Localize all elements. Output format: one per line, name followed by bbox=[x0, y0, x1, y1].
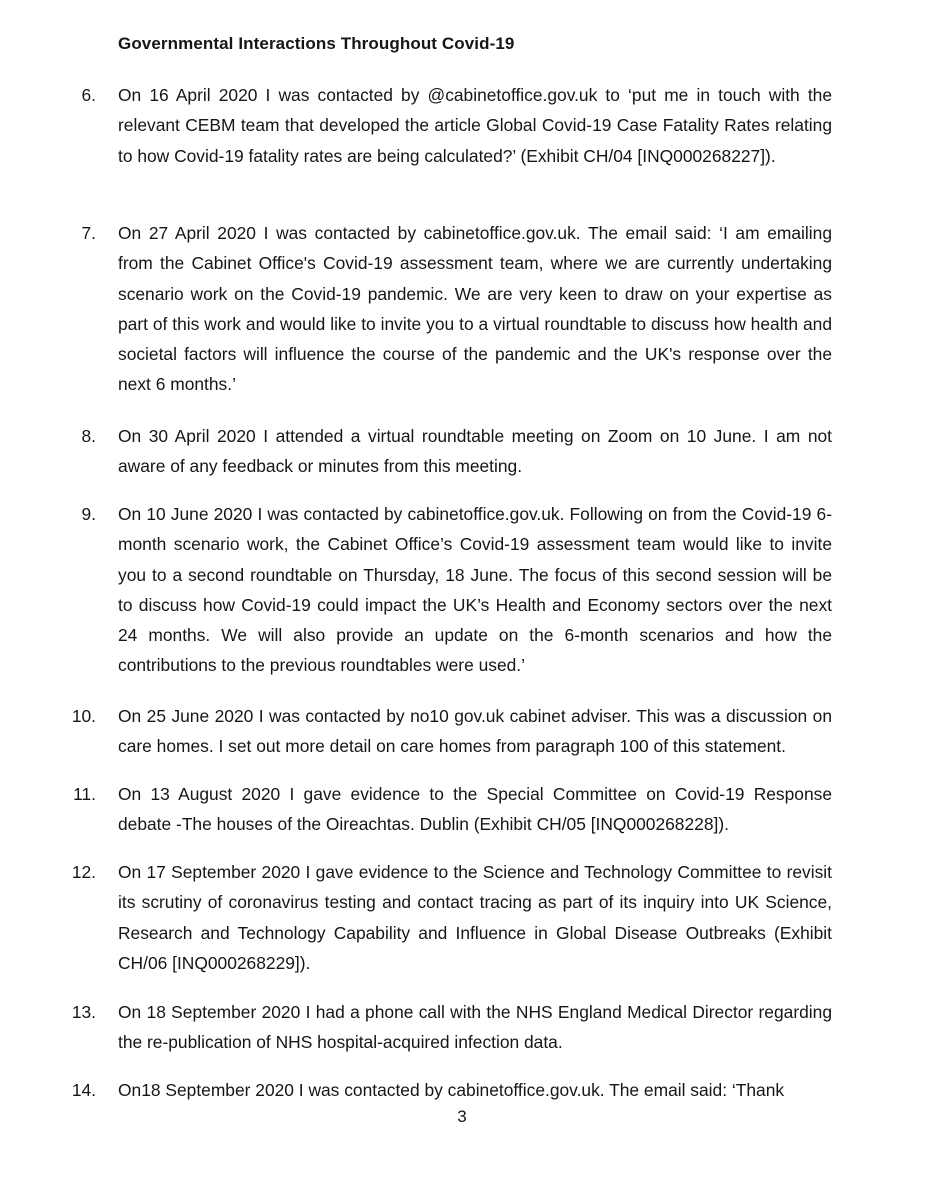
paragraph-text: On 17 September 2020 I gave evidence to the Science and Technology Committee to revisit its scrutiny of coronavirus testing and contact tracing as part of its inquiry into UK Science, Research and Technology Capability and Influence in Global Disease Outbreaks (Exhibit CH/06 [INQ000268229]). bbox=[118, 862, 832, 973]
paragraph-text: On 25 June 2020 I was contacted by no10 gov.uk cabinet adviser. This was a discussion on care homes. I set out more detail on care homes from paragraph 100 of this statement. bbox=[118, 706, 832, 757]
paragraph-number: 7. bbox=[81, 223, 96, 243]
paragraph-text: On 30 April 2020 I attended a virtual roundtable meeting on Zoom on 10 June. I am not aware of any feedback or minutes from this meeting. bbox=[118, 426, 832, 477]
paragraph-number: 10. bbox=[71, 706, 96, 726]
paragraph-number: 8. bbox=[81, 426, 96, 446]
paragraph-number: 14. bbox=[71, 1080, 96, 1100]
paragraph-text: On 16 April 2020 I was contacted by @cabinetoffice.gov.uk to ‘put me in touch with the relevant CEBM team that developed the article Global Covid-19 Case Fatality Rates relating to how Covid-19 fatality rates are being calculated?’ (Exhibit CH/04 [INQ000268227]). bbox=[118, 85, 832, 166]
paragraph-text: On 27 April 2020 I was contacted by cabinetoffice.gov.uk. The email said: ‘I am emailing from the Cabinet Office's Covid-19 assessment team, where we are currently undertaking scenario work on the Covid-19 pandemic. We are very keen to draw on your expertise as part of this work and would like to invite you to a virtual roundtable to discuss how health and societal factors will influence the course of the pandemic and the UK's response over the next 6 months.’ bbox=[118, 223, 832, 395]
section-heading: Governmental Interactions Throughout Covid-19 bbox=[118, 34, 515, 53]
page-number: 3 bbox=[457, 1107, 467, 1126]
paragraph-number: 12. bbox=[71, 862, 96, 882]
paragraph-text: On 13 August 2020 I gave evidence to the Special Committee on Covid-19 Response debate -The houses of the Oireachtas. Dublin (Exhibit CH/05 [INQ000268228]). bbox=[118, 784, 832, 835]
paragraph-number: 13. bbox=[71, 1002, 96, 1022]
paragraph-text: On 18 September 2020 I had a phone call with the NHS England Medical Director regarding the re-publication of NHS hospital-acquired infection data. bbox=[118, 1002, 832, 1053]
paragraph-text: On18 September 2020 I was contacted by cabinetoffice.gov.uk. The email said: ‘Thank bbox=[118, 1080, 785, 1100]
paragraph-text: On 10 June 2020 I was contacted by cabinetoffice.gov.uk. Following on from the Covid-19 6-month scenario work, the Cabinet Office’s Covid-19 assessment team would like to invite you to a second roundtable on Thursday, 18 June. The focus of this second session will be to discuss how Covid-19 could impact the UK’s Health and Economy sectors over the next 24 months. We will also provide an update on the 6-month scenarios and how the contributions to the previous roundtables were used.’ bbox=[118, 504, 832, 676]
paragraph-number: 9. bbox=[81, 504, 96, 524]
paragraph-number: 11. bbox=[73, 784, 96, 804]
paragraph-number: 6. bbox=[81, 85, 96, 105]
